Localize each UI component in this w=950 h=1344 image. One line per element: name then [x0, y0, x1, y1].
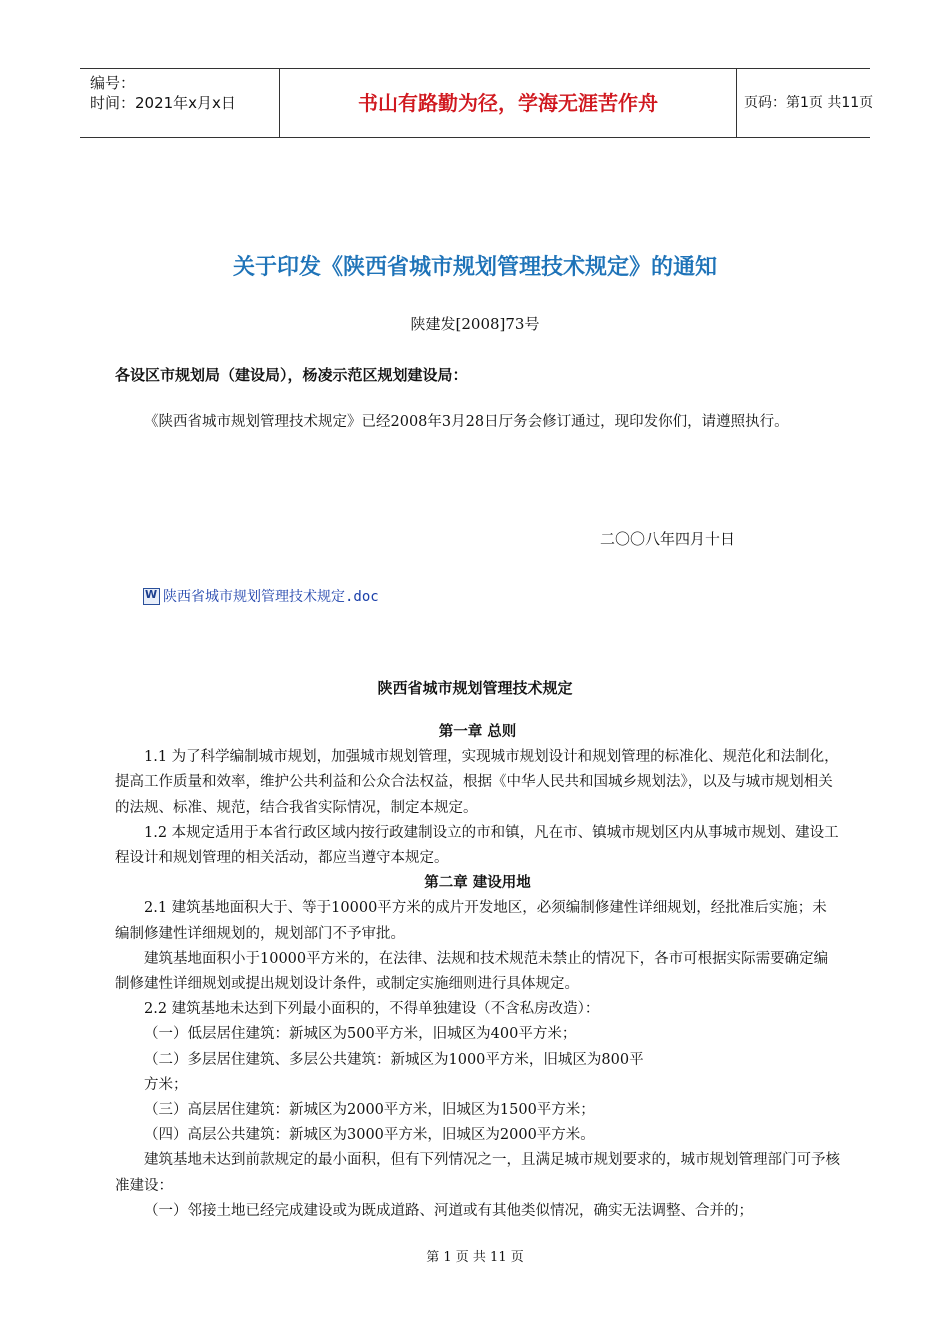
doc-number: 陕建发[2008]73号: [410, 315, 540, 333]
attachment-link[interactable]: 陕西省城市规划管理技术规定.doc: [163, 589, 379, 605]
list-item: （四）高层公共建筑：新城区为3000平方米，旧城区为2000平方米。: [144, 1127, 595, 1144]
chapter-heading: 第二章 建设用地: [424, 875, 531, 892]
list-item: （二）多层居住建筑、多层公共建筑：新城区为1000平方米，旧城区为800平: [144, 1051, 644, 1068]
list-item: （一）邻接土地已经完成建设或为既成道路、河道或有其他类似情况，确实无法调整、合并的；: [144, 1202, 753, 1219]
document-title: 陕西省城市规划管理技术规定: [377, 679, 573, 697]
paragraph: 2.1 建筑基地面积大于、等于10000平方米的成片开发地区，必须编制修建性详细规划，经批准后实施；未编制修建性详细规划的，规划部门不予审批。: [115, 900, 827, 942]
page-header: [80, 68, 874, 138]
addressee: 各设区市规划局（建设局），杨凌示范区规划建设局：: [115, 366, 468, 384]
header-meta: [80, 69, 280, 137]
number-label: 编号：: [90, 74, 136, 92]
header-motto: 书山有路勤为径，学海无涯苦作舟: [280, 69, 737, 137]
paragraph: 2.2 建筑基地未达到下列最小面积的，不得单独建设（不含私房改造）：: [144, 1001, 600, 1018]
paragraph: 建筑基地面积小于10000平方米的，在法律、法规和技术规范未禁止的情况下，各市可根据实际需要确定编制修建性详细规划或提出规划设计条件，或制定实施细则进行具体规定。: [115, 950, 829, 993]
document-body: [115, 720, 840, 1224]
list-item: （三）高层居住建筑：新城区为2000平方米，旧城区为1500平方米；: [144, 1102, 595, 1119]
notice-date: 二〇〇八年四月十日: [600, 530, 736, 548]
chapter-heading: 第一章 总则: [438, 724, 517, 740]
list-item-continuation: 方米；: [144, 1076, 188, 1093]
time-label: 时间：2021年x月x日: [90, 94, 236, 112]
notice-body: 《陕西省城市规划管理技术规定》已经2008年3月28日厅务会修订通过，现印发你们，请遵照执行。: [144, 414, 789, 430]
list-item: （一）低层居住建筑：新城区为500平方米，旧城区为400平方米；: [144, 1026, 577, 1043]
header-page-info: 页码：第1页 共11页: [744, 95, 874, 111]
paragraph: 建筑基地未达到前款规定的最小面积，但有下列情况之一，且满足城市规划要求的，城市规划管理部门可予核准建设：: [115, 1152, 840, 1194]
notice-title: 关于印发《陕西省城市规划管理技术规定》的通知: [232, 255, 717, 280]
attachment[interactable]: [143, 586, 379, 606]
word-doc-icon[interactable]: W: [143, 588, 160, 605]
paragraph: 1.2 本规定适用于本省行政区域内按行政建制设立的市和镇，凡在市、镇城市规划区内从事城市规划、建设工程设计和规划管理的相关活动，都应当遵守本规定。: [115, 824, 839, 867]
page-footer: 第 1 页 共 11 页: [426, 1250, 524, 1265]
paragraph: 1.1 为了科学编制城市规划，加强城市规划管理，实现城市规划设计和规划管理的标准化、规范化和法制化，提高工作质量和效率，维护公共利益和公众合法权益，根据《中华人民共和国城乡规划法》，以及与城市规划相关的法规、标准、规范，结合我省实际情况，制定本规定。: [115, 749, 839, 816]
